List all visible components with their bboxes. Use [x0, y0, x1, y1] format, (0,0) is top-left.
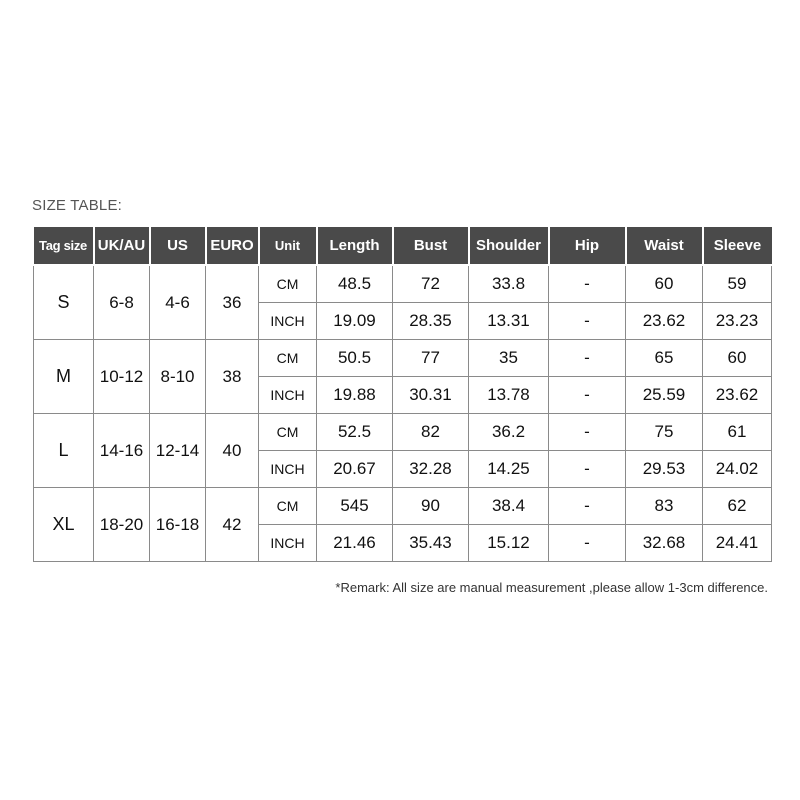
- sleeve-cell: 23.62: [703, 377, 772, 414]
- length-cell: 48.5: [317, 265, 393, 303]
- uk-au-cell: 6-8: [94, 265, 150, 340]
- length-cell: 19.09: [317, 303, 393, 340]
- hip-cell: -: [549, 265, 626, 303]
- unit-cell: INCH: [259, 525, 317, 562]
- waist-cell: 60: [626, 265, 703, 303]
- waist-cell: 83: [626, 488, 703, 525]
- us-cell: 8-10: [150, 340, 206, 414]
- shoulder-cell: 13.78: [469, 377, 549, 414]
- shoulder-cell: 36.2: [469, 414, 549, 451]
- unit-cell: INCH: [259, 451, 317, 488]
- euro-cell: 40: [206, 414, 259, 488]
- header-length: Length: [317, 227, 393, 265]
- bust-cell: 32.28: [393, 451, 469, 488]
- unit-cell: INCH: [259, 377, 317, 414]
- header-euro: EURO: [206, 227, 259, 265]
- sleeve-cell: 60: [703, 340, 772, 377]
- sleeve-cell: 61: [703, 414, 772, 451]
- bust-cell: 30.31: [393, 377, 469, 414]
- table-row: [34, 265, 772, 303]
- shoulder-cell: 15.12: [469, 525, 549, 562]
- waist-cell: 23.62: [626, 303, 703, 340]
- shoulder-cell: 33.8: [469, 265, 549, 303]
- sleeve-cell: 24.02: [703, 451, 772, 488]
- sleeve-cell: 62: [703, 488, 772, 525]
- unit-cell: CM: [259, 340, 317, 377]
- uk-au-cell: 14-16: [94, 414, 150, 488]
- header-waist: Waist: [626, 227, 703, 265]
- length-cell: 21.46: [317, 525, 393, 562]
- sleeve-cell: 59: [703, 265, 772, 303]
- hip-cell: -: [549, 525, 626, 562]
- tag-size-cell: S: [34, 265, 94, 340]
- tag-size-cell: L: [34, 414, 94, 488]
- uk-au-cell: 10-12: [94, 340, 150, 414]
- table-row: [34, 414, 772, 451]
- unit-cell: CM: [259, 414, 317, 451]
- sleeve-cell: 23.23: [703, 303, 772, 340]
- uk-au-cell: 18-20: [94, 488, 150, 562]
- us-cell: 16-18: [150, 488, 206, 562]
- length-cell: 20.67: [317, 451, 393, 488]
- shoulder-cell: 14.25: [469, 451, 549, 488]
- us-cell: 4-6: [150, 265, 206, 340]
- waist-cell: 25.59: [626, 377, 703, 414]
- size-table-caption: SIZE TABLE:: [32, 197, 123, 214]
- header-unit: Unit: [259, 227, 317, 265]
- waist-cell: 29.53: [626, 451, 703, 488]
- bust-cell: 90: [393, 488, 469, 525]
- hip-cell: -: [549, 451, 626, 488]
- bust-cell: 72: [393, 265, 469, 303]
- remark-note: *Remark: All size are manual measurement ,please allow 1-3cm difference.: [335, 580, 768, 595]
- length-cell: 50.5: [317, 340, 393, 377]
- unit-cell: CM: [259, 265, 317, 303]
- shoulder-cell: 35: [469, 340, 549, 377]
- hip-cell: -: [549, 488, 626, 525]
- sleeve-cell: 24.41: [703, 525, 772, 562]
- table-row: [34, 340, 772, 377]
- euro-cell: 36: [206, 265, 259, 340]
- waist-cell: 32.68: [626, 525, 703, 562]
- tag-size-cell: M: [34, 340, 94, 414]
- euro-cell: 38: [206, 340, 259, 414]
- table-row: [34, 488, 772, 525]
- unit-cell: INCH: [259, 303, 317, 340]
- header-us: US: [150, 227, 206, 265]
- waist-cell: 75: [626, 414, 703, 451]
- length-cell: 19.88: [317, 377, 393, 414]
- waist-cell: 65: [626, 340, 703, 377]
- shoulder-cell: 13.31: [469, 303, 549, 340]
- hip-cell: -: [549, 340, 626, 377]
- hip-cell: -: [549, 414, 626, 451]
- tag-size-cell: XL: [34, 488, 94, 562]
- length-cell: 545: [317, 488, 393, 525]
- header-uk-au: UK/AU: [94, 227, 150, 265]
- shoulder-cell: 38.4: [469, 488, 549, 525]
- bust-cell: 77: [393, 340, 469, 377]
- header-row: [34, 227, 772, 265]
- us-cell: 12-14: [150, 414, 206, 488]
- header-hip: Hip: [549, 227, 626, 265]
- bust-cell: 35.43: [393, 525, 469, 562]
- header-shoulder: Shoulder: [469, 227, 549, 265]
- euro-cell: 42: [206, 488, 259, 562]
- header-tag-size: Tag size: [34, 227, 94, 265]
- header-sleeve: Sleeve: [703, 227, 772, 265]
- size-table: [33, 227, 772, 562]
- hip-cell: -: [549, 377, 626, 414]
- length-cell: 52.5: [317, 414, 393, 451]
- header-bust: Bust: [393, 227, 469, 265]
- bust-cell: 28.35: [393, 303, 469, 340]
- unit-cell: CM: [259, 488, 317, 525]
- hip-cell: -: [549, 303, 626, 340]
- bust-cell: 82: [393, 414, 469, 451]
